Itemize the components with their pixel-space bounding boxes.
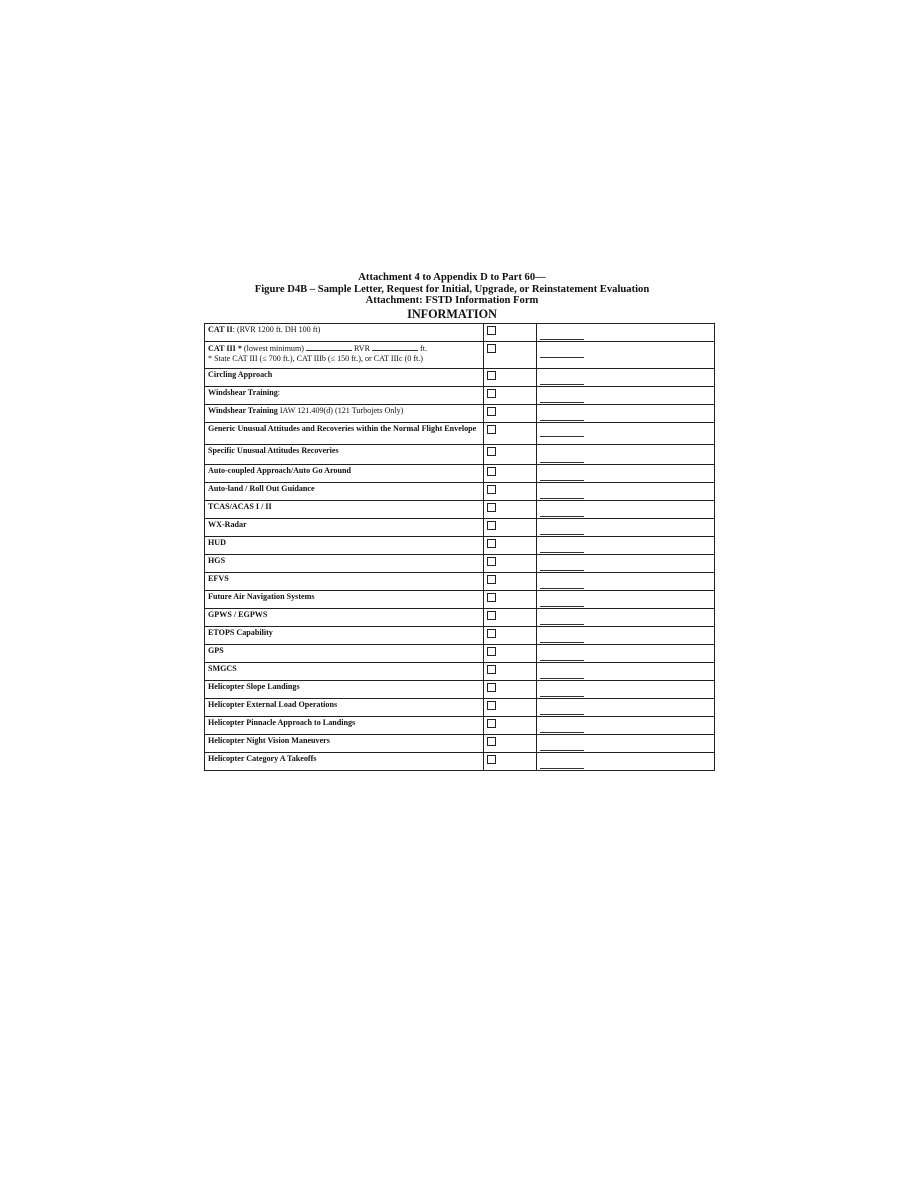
row-label-cell: GPWS / EGPWS (205, 609, 484, 627)
checkbox[interactable] (487, 755, 496, 764)
checkbox-cell (484, 735, 537, 753)
table-row (205, 627, 715, 645)
entry-cell (537, 699, 715, 717)
table-row (205, 519, 715, 537)
row-label-cell: Helicopter Night Vision Maneuvers (205, 735, 484, 753)
table-row (205, 483, 715, 501)
row-label-cell: Specific Unusual Attitudes Recoveries (205, 445, 484, 465)
row-label: Windshear Training (208, 388, 278, 397)
checkbox[interactable] (487, 683, 496, 692)
entry-cell (537, 465, 715, 483)
checkbox-cell (484, 445, 537, 465)
checkbox[interactable] (487, 389, 496, 398)
table-row (205, 324, 715, 342)
row-detail: : (277, 388, 281, 397)
row-label-cell: EFVS (205, 573, 484, 591)
entry-cell (537, 369, 715, 387)
row-detail: IAW 121.409(d) (121 Turbojets Only) (277, 406, 404, 415)
table-row (205, 753, 715, 771)
checkbox[interactable] (487, 503, 496, 512)
row-detail: (lowest minimum) (241, 344, 306, 353)
row-label-cell: HUD (205, 537, 484, 555)
table-row (205, 501, 715, 519)
entry-cell (537, 423, 715, 445)
entry-cell (537, 555, 715, 573)
checkbox-cell (484, 342, 537, 369)
entry-blank[interactable] (540, 357, 584, 358)
table-row (205, 663, 715, 681)
entry-blank[interactable] (540, 714, 584, 715)
entry-blank[interactable] (540, 570, 584, 571)
checkbox[interactable] (487, 737, 496, 746)
checkbox[interactable] (487, 447, 496, 456)
row-label-cell: Auto-coupled Approach/Auto Go Around (205, 465, 484, 483)
entry-cell (537, 645, 715, 663)
checkbox-cell (484, 423, 537, 445)
checkbox-cell (484, 405, 537, 423)
checkbox-cell (484, 465, 537, 483)
row-label-cell: Helicopter Category A Takeoffs (205, 753, 484, 771)
checkbox[interactable] (487, 407, 496, 416)
checkbox[interactable] (487, 629, 496, 638)
section-title: INFORMATION (407, 306, 497, 321)
row-label-cell: Circling Approach (205, 369, 484, 387)
entry-cell (537, 627, 715, 645)
entry-cell (537, 387, 715, 405)
form-header (140, 272, 764, 321)
entry-blank[interactable] (540, 678, 584, 679)
entry-cell (537, 663, 715, 681)
row-label-cell: Future Air Navigation Systems (205, 591, 484, 609)
checkbox[interactable] (487, 647, 496, 656)
entry-cell (537, 501, 715, 519)
entry-cell (537, 681, 715, 699)
row-label-cell (205, 342, 484, 369)
entry-cell (537, 717, 715, 735)
entry-blank[interactable] (540, 750, 584, 751)
entry-blank[interactable] (540, 516, 584, 517)
row-label-cell: Helicopter External Load Operations (205, 699, 484, 717)
checkbox-cell (484, 717, 537, 735)
entry-cell (537, 483, 715, 501)
row-detail: RVR (351, 344, 373, 353)
checkbox[interactable] (487, 665, 496, 674)
checkbox[interactable] (487, 539, 496, 548)
entry-blank[interactable] (540, 642, 584, 643)
entry-cell (537, 342, 715, 369)
table-row (205, 445, 715, 465)
row-label-cell (205, 405, 484, 423)
entry-blank[interactable] (540, 480, 584, 481)
row-label: CAT II (208, 325, 233, 334)
entry-blank[interactable] (540, 552, 584, 553)
checkbox-cell (484, 501, 537, 519)
checkbox-cell (484, 645, 537, 663)
checkbox-cell (484, 681, 537, 699)
row-label-cell: WX-Radar (205, 519, 484, 537)
row-label-cell (205, 324, 484, 342)
entry-blank[interactable] (540, 732, 584, 733)
entry-blank[interactable] (540, 588, 584, 589)
row-detail: ft. (418, 344, 428, 353)
table-row (205, 699, 715, 717)
table-row (205, 609, 715, 627)
checkbox-cell (484, 387, 537, 405)
checkbox[interactable] (487, 557, 496, 566)
entry-blank[interactable] (540, 462, 584, 463)
checkbox[interactable] (487, 575, 496, 584)
checkbox-cell (484, 537, 537, 555)
table-row (205, 645, 715, 663)
checkbox-cell (484, 753, 537, 771)
entry-cell (537, 591, 715, 609)
checkbox-cell (484, 663, 537, 681)
fstd-information-table (204, 323, 715, 771)
entry-cell (537, 445, 715, 465)
entry-cell (537, 609, 715, 627)
checkbox[interactable] (487, 425, 496, 434)
row-label: CAT III * (208, 344, 242, 353)
checkbox[interactable] (487, 344, 496, 353)
row-label: Windshear Training (208, 406, 278, 415)
checkbox[interactable] (487, 719, 496, 728)
table-row (205, 591, 715, 609)
row-label-cell (205, 387, 484, 405)
entry-blank[interactable] (540, 768, 584, 769)
entry-cell (537, 735, 715, 753)
entry-cell (537, 519, 715, 537)
row-detail: : (RVR 1200 ft. DH 100 ft) (232, 325, 321, 334)
entry-blank[interactable] (540, 339, 584, 340)
entry-cell (537, 324, 715, 342)
entry-cell (537, 537, 715, 555)
table-row (205, 387, 715, 405)
checkbox[interactable] (487, 326, 496, 335)
checkbox[interactable] (487, 467, 496, 476)
checkbox-cell (484, 555, 537, 573)
table-row (205, 465, 715, 483)
table-row (205, 423, 715, 445)
checkbox[interactable] (487, 701, 496, 710)
row-label-cell: Auto-land / Roll Out Guidance (205, 483, 484, 501)
row-label-cell: ETOPS Capability (205, 627, 484, 645)
table-row (205, 405, 715, 423)
minimum-blank[interactable] (306, 343, 352, 351)
checkbox-cell (484, 699, 537, 717)
entry-cell (537, 405, 715, 423)
entry-blank[interactable] (540, 384, 584, 385)
entry-blank[interactable] (540, 696, 584, 697)
attachment-title: Attachment 4 to Appendix D to Part 60— (358, 272, 546, 283)
checkbox[interactable] (487, 611, 496, 620)
checkbox-cell (484, 609, 537, 627)
checkbox-cell (484, 591, 537, 609)
entry-blank[interactable] (540, 534, 584, 535)
row-label-cell: GPS (205, 645, 484, 663)
table-row (205, 369, 715, 387)
row-label-cell: SMGCS (205, 663, 484, 681)
entry-cell (537, 753, 715, 771)
row-label-cell: Generic Unusual Attitudes and Recoveries within the Normal Flight Envelope (205, 423, 484, 445)
table-row (205, 342, 715, 369)
entry-blank[interactable] (540, 498, 584, 499)
entry-blank[interactable] (540, 436, 584, 437)
table-row (205, 681, 715, 699)
table-row (205, 573, 715, 591)
checkbox-cell (484, 483, 537, 501)
entry-blank[interactable] (540, 624, 584, 625)
entry-blank[interactable] (540, 402, 584, 403)
table-row (205, 537, 715, 555)
entry-cell (537, 573, 715, 591)
entry-blank[interactable] (540, 420, 584, 421)
entry-blank[interactable] (540, 606, 584, 607)
checkbox[interactable] (487, 371, 496, 380)
checkbox-cell (484, 627, 537, 645)
row-label-cell: Helicopter Slope Landings (205, 681, 484, 699)
checkbox-cell (484, 369, 537, 387)
checkbox[interactable] (487, 521, 496, 530)
rvr-blank[interactable] (372, 343, 418, 351)
figure-title: Figure D4B – Sample Letter, Request for Initial, Upgrade, or Reinstatement Evaluation (254, 283, 650, 295)
entry-blank[interactable] (540, 660, 584, 661)
checkbox[interactable] (487, 593, 496, 602)
checkbox-cell (484, 573, 537, 591)
attachment-subtitle: Attachment: FSTD Information Form (365, 295, 539, 307)
checkbox-cell (484, 519, 537, 537)
cat3-note: * State CAT III (≤ 700 ft.), CAT IIIb (≤ 150 ft.), or CAT IIIc (0 ft.) (208, 353, 424, 363)
checkbox-cell (484, 324, 537, 342)
table-row (205, 735, 715, 753)
row-label-cell: Helicopter Pinnacle Approach to Landings (205, 717, 484, 735)
checkbox[interactable] (487, 485, 496, 494)
row-label-cell: TCAS/ACAS I / II (205, 501, 484, 519)
table-row (205, 717, 715, 735)
table-row (205, 555, 715, 573)
row-label-cell: HGS (205, 555, 484, 573)
